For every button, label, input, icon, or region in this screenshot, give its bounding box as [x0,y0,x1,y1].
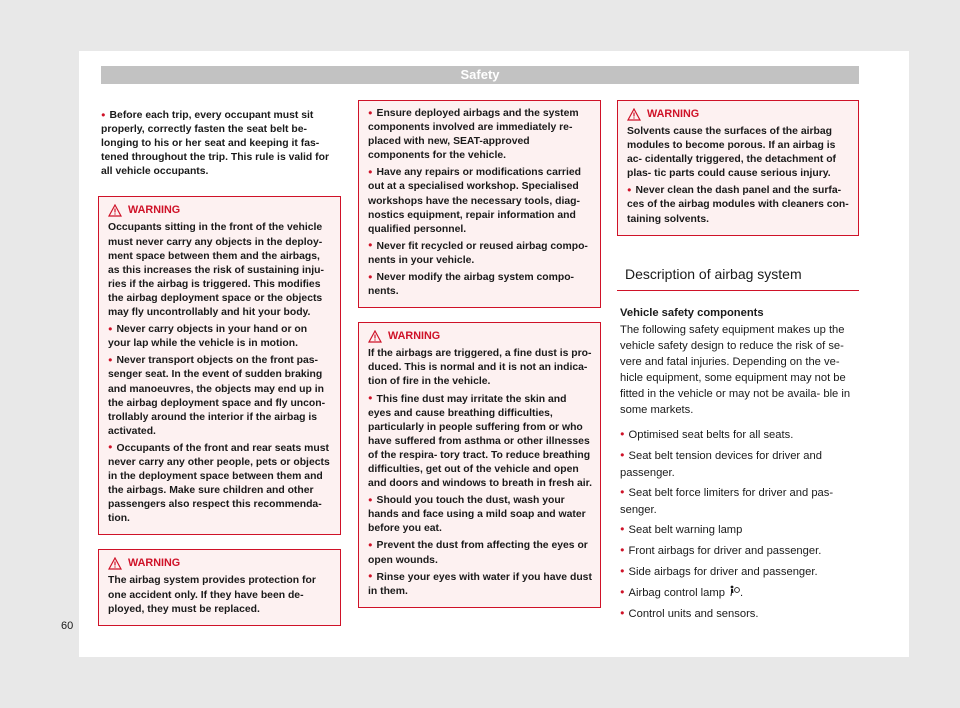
warning-heading [627,107,850,121]
list-item: ● Seat belt tension devices for driver and passenger. [620,448,859,481]
list-item: ● Never transport objects on the front pas- senger seat. In the event of sudden braking and manoeuvres, the objects may end up in the airbag deployment space and fly uncon- trollably around the interior if the airbag is activated. [108,354,332,439]
warning-heading [108,556,332,570]
warning-text: Occupants sitting in the front of the vehicle must never carry any objects in the deploy- ment space between them and the airbags, as this increases the risk of sustaining inju- ries if the airbag is triggered. This modifies the airbag deployment space or the objects may fly uncontrollably and hit your body. [108,222,324,319]
page-header: Safety [101,66,859,84]
warning-heading [368,329,592,343]
list-item: ● Never carry objects in your hand or on your lap while the vehicle is in motion. [108,323,332,351]
section-title: Description of airbag system [617,266,859,291]
warning-text: If the airbags are triggered, a fine dust is pro- duced. This is normal and it is not an indica- tion of fire in the vehicle. [368,348,592,388]
sub-title: Vehicle safety components [620,306,764,319]
list-item: ● Occupants of the front and rear seats must never carry any other people, pets or objects in the deployment space between them and the airbags. Make sure children and other passengers also respect this recommenda- tion. [108,442,332,527]
list-item [620,585,859,602]
warning-triangle-icon [368,330,382,343]
list-item: ● Side airbags for driver and passenger. [620,564,859,581]
body-text: The following safety equipment makes up the vehicle safety design to reduce the risk of se- vere and fatal injuries. Depending on the ve- hicle equipment, some equipment may not be fitted in the vehicle or may not be availa- ble in some markets. [620,323,851,416]
column-2 [358,100,601,608]
list-item: ● Never clean the dash panel and the surfa- ces of the airbag modules with cleaners con- taining solvents. [627,184,850,226]
list-item: ● Never modify the airbag system compo- nents. [368,271,592,299]
page-number: 60 [61,620,74,632]
warning-box [98,549,341,625]
column-3 [617,100,859,623]
list-item: ● Control units and sensors. [620,606,859,623]
warning-box [358,322,601,608]
warning-text: The airbag system provides protection for one accident only. If they have been de- ployed, they must be replaced. [108,575,316,615]
warning-label: WARNING [128,557,181,570]
warning-triangle-icon [108,557,122,570]
list-item: ● Front airbags for driver and passenger. [620,543,859,560]
list-item: ● Have any repairs or modifications carried out at a specialised workshop. Specialised workshops have the necessary tools, diag- nostics equipment, repair information and qualified personnel. [368,166,592,236]
list-item: ● This fine dust may irritate the skin and eyes and cause breathing difficulties, particularly in people suffering from or who have suffered from asthma or other illnesses of the respira- tory tract. To reduce breathing difficulties, get out of the vehicle and open and doors and windows to breath in fresh air. [368,393,592,492]
list-item: ● Seat belt force limiters for driver and pas- senger. [620,485,859,518]
airbag-lamp-suffix: . [740,586,744,599]
column-1 [98,100,341,626]
warning-continued-box [358,100,601,308]
airbag-icon [728,585,740,597]
warning-label: WARNING [128,204,181,217]
list-item: ● Never fit recycled or reused airbag compo- nents in your vehicle. [368,240,592,268]
warning-box [617,100,859,236]
intro-text [98,100,341,179]
list-item: ● Optimised seat belts for all seats. [620,427,859,444]
list-item: ● Should you touch the dust, wash your hands and face using a mild soap and water before you eat. [368,494,592,536]
warning-triangle-icon [108,204,122,217]
list-item: ● Seat belt warning lamp [620,522,859,539]
warning-label: WARNING [388,330,441,343]
warning-box [98,196,341,535]
list-item: ● Rinse your eyes with water if you have dust in them. [368,571,592,599]
list-item: ● Ensure deployed airbags and the system components involved are immediately re- placed with new, SEAT-approved components for the vehicle. [368,107,592,163]
list-item: ● Before each trip, every occupant must sit properly, correctly fasten the seat belt be- longing to his or her seat and keeping it fas- tened throughout the trip. This rule is valid for all vehicle occupants. [101,109,337,179]
warning-triangle-icon [627,108,641,121]
warning-heading [108,203,332,217]
warning-label: WARNING [647,108,700,120]
airbag-lamp-text: Airbag control lamp [628,586,725,599]
list-item: ● Prevent the dust from affecting the eyes or open wounds. [368,539,592,567]
warning-text: Solvents cause the surfaces of the airbag modules to become porous. If an airbag is ac- cidentally triggered, the detachment of plas- tic parts could cause serious injury. [627,126,837,180]
